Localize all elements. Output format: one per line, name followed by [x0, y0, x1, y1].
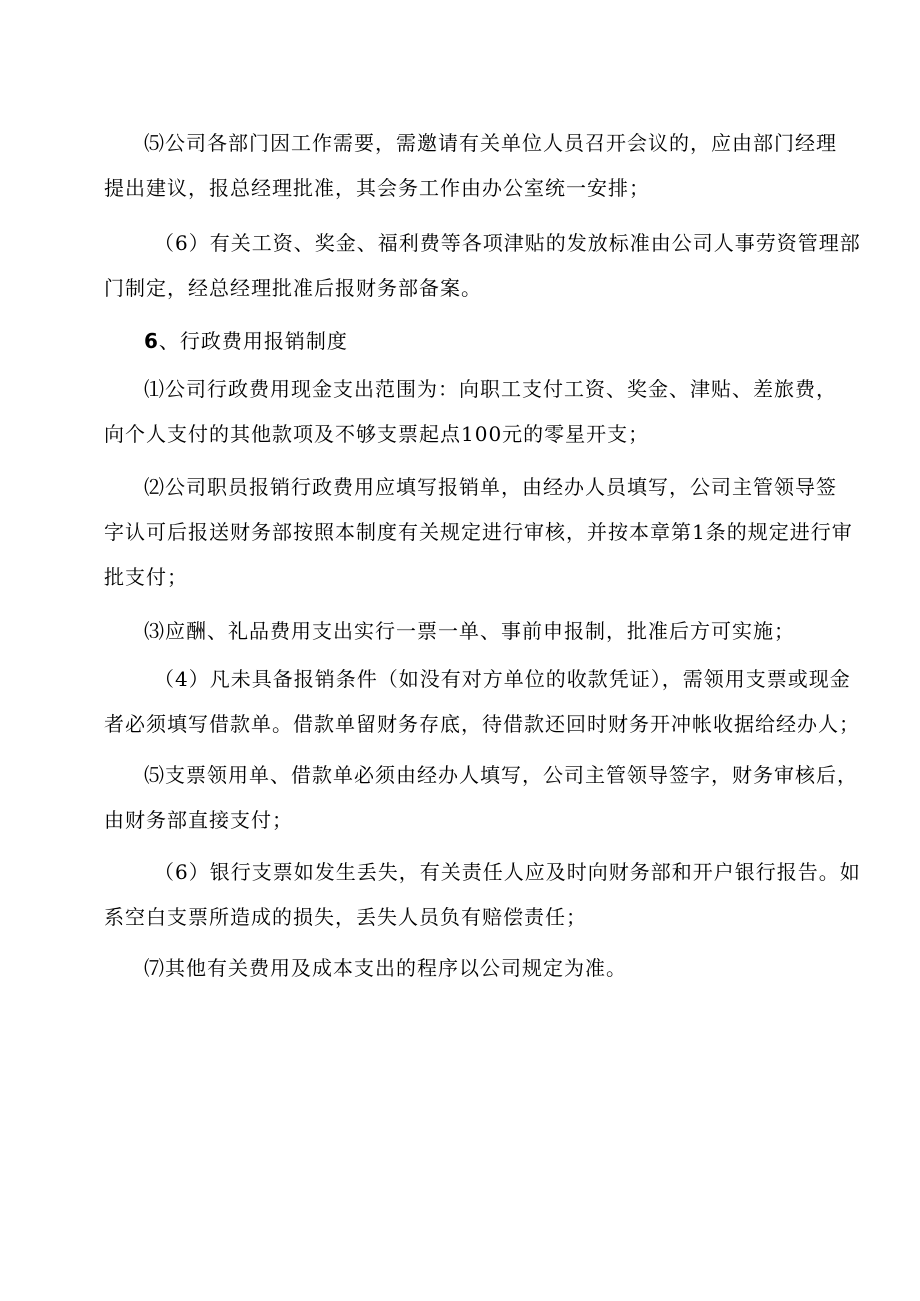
text-line: 门制定，经总经理批准后报财务部备案。: [104, 276, 482, 300]
paragraph-check-requisition: [104, 753, 858, 843]
paragraph-loan-slip: [104, 657, 860, 747]
text-line: 字认可后报送财务部按照本制度有关规定进行审核，并按本章第1条的规定进行审: [104, 520, 853, 544]
text-line: 向个人支付的其他款项及不够支票起点100元的零星开支；: [104, 422, 650, 446]
section-heading-line: [104, 319, 826, 364]
text-line: 提出建议，报总经理批准，其会务工作由办公室统一安排；: [104, 176, 650, 200]
text-line: （4）凡未具备报销条件（如没有对方单位的收款凭证），需领用支票或现金: [154, 667, 851, 691]
section-heading-number: 6: [144, 329, 159, 353]
paragraph-entertainment-expenses: [104, 609, 826, 654]
text-line: ⑵公司职员报销行政费用应填写报销单，由经办人员填写，公司主管领导签: [144, 475, 837, 499]
text-line: 批支付；: [104, 565, 188, 589]
paragraph-meeting-arrangement: [104, 121, 837, 211]
text-line: 者必须填写借款单。借款单留财务存底，待借款还回时财务开冲帐收据给经办人；: [104, 712, 860, 736]
text-line: ⑶应酬、礼品费用支出实行一票一单、事前申报制，批准后方可实施；: [144, 619, 795, 643]
paragraph-lost-check: [104, 850, 861, 940]
paragraph-other-expenses: [104, 946, 826, 991]
text-line: ⑺其他有关费用及成本支出的程序以公司规定为准。: [144, 956, 627, 980]
section-heading-text: 、行政费用报销制度: [158, 329, 348, 353]
text-line: 由财务部直接支付；: [104, 808, 293, 832]
paragraph-salary-standards: [104, 221, 861, 311]
paragraph-cash-scope: [104, 367, 837, 457]
text-line: ⑸支票领用单、借款单必须由经办人填写，公司主管领导签字，财务审核后，: [144, 763, 858, 787]
text-line: ⑸公司各部门因工作需要，需邀请有关单位人员召开会议的，应由部门经理: [144, 131, 837, 155]
text-line: ⑴公司行政费用现金支出范围为：向职工支付工资、奖金、津贴、差旅费，: [144, 377, 837, 401]
section-heading: [104, 319, 826, 364]
text-line: 系空白支票所造成的损失，丢失人员负有赔偿责任；: [104, 905, 587, 929]
text-line: （6）有关工资、奖金、福利费等各项津贴的发放标准由公司人事劳资管理部: [154, 231, 861, 255]
paragraph-reimbursement-form: [104, 465, 853, 600]
text-line: （6）银行支票如发生丢失，有关责任人应及时向财务部和开户银行报告。如: [154, 860, 861, 884]
